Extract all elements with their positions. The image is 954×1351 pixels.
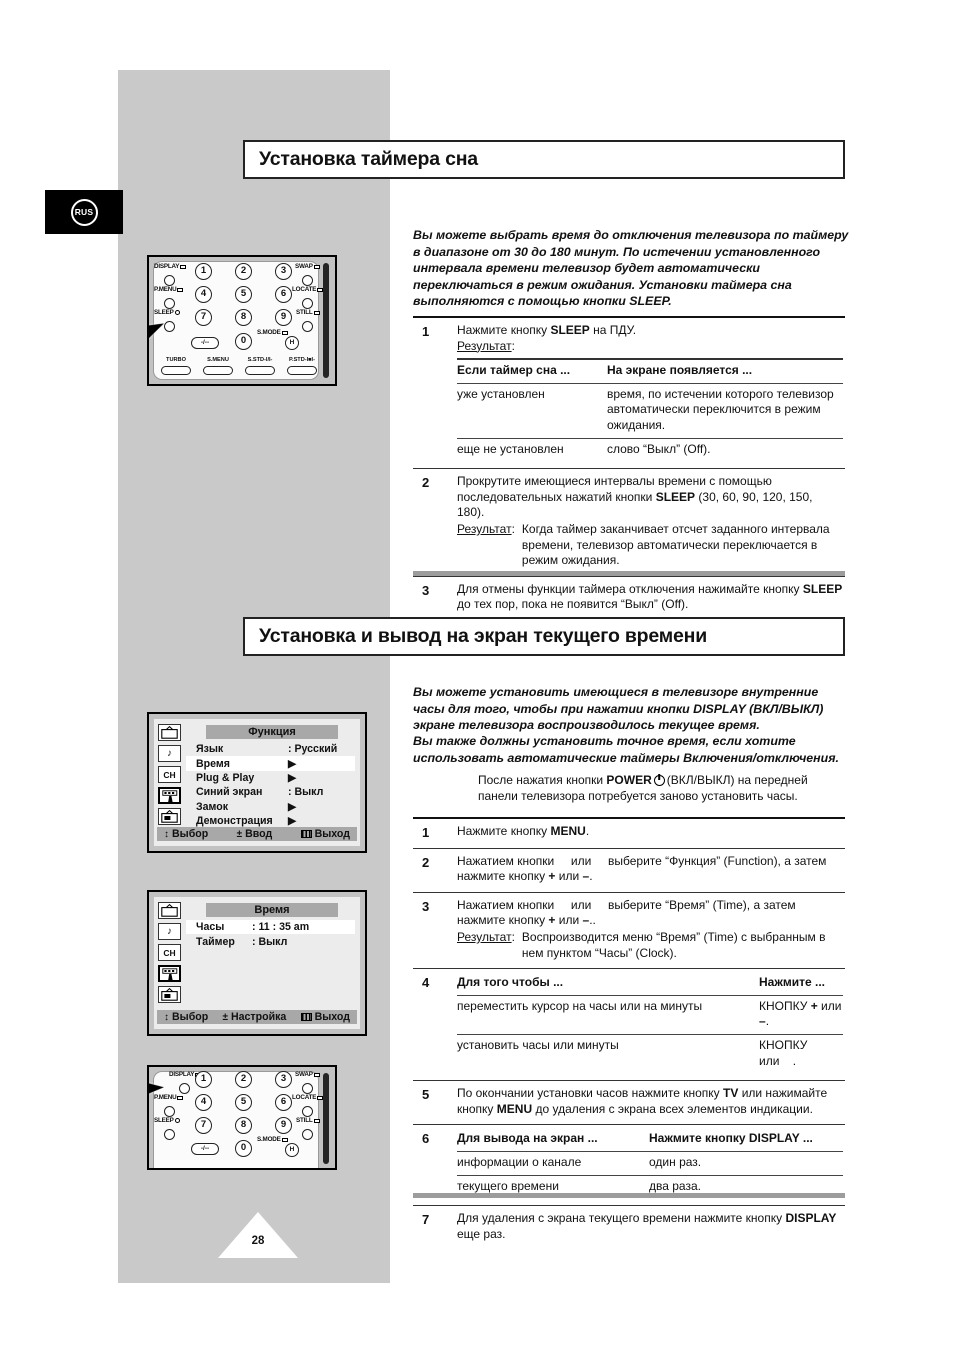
digit-7-button: 7 (195, 1117, 212, 1134)
step-text: Для отмены функции таймера отключения нажимайте кнопку SLEEP до тех пор, пока не появится “Выкл” (Off). (457, 581, 843, 612)
remote-illustration-display (147, 1065, 337, 1170)
function-icon (158, 965, 181, 982)
locate-icon (317, 288, 323, 292)
step-text: Прокрутите имеющиеся интервалы времени с помощью последовательных нажатий кнопки SLEEP (30, 60, 90, 120, 150, 180). (457, 474, 813, 520)
result-text: Воспроизводится меню “Время” (Time) с выбранным в нем пунктом “Часы” (Clock). (521, 929, 826, 960)
power-note: После нажатия кнопки POWER (ВКЛ/ВЫКЛ) на передней панели телевизора потребуется заново установить часы. (478, 773, 808, 803)
sleep-button (164, 1129, 175, 1140)
osd-footer: ↕ Выбор ± Настройка Выход (157, 1010, 357, 1024)
step-2 (413, 468, 845, 576)
result-label: Результат: (457, 338, 515, 353)
step-text: Нажатием кнопки или выберите “Время” (Time), а затем нажмите кнопку + или –.. (457, 897, 796, 928)
mono-button: H (285, 336, 299, 350)
digit-1-button: 1 (195, 263, 212, 280)
section1-end-rule (413, 571, 845, 576)
step-5 (413, 1080, 845, 1124)
step-text: Нажмите кнопку MENU. (457, 824, 590, 838)
menu-item-demo: Демонстрация ▶ (196, 815, 297, 828)
section1-intro: Вы можете выбрать время до отключения телевизора по таймеру в диапазоне от 30 до 180 минут. По истечении установленного интервала времени телевизор будет автоматически переключаться в режим ожидания. Установки таймера сна выполняются с помощью кнопки SLEEP. (413, 228, 849, 308)
swap-label: SWAP (295, 263, 320, 270)
pstd-label: P.STD-I■I- (289, 357, 315, 363)
step-1 (413, 819, 845, 848)
menu-item-plugplay: Plug & Play ▶ (196, 771, 297, 784)
digit-8-button: 8 (235, 1117, 252, 1134)
remote-illustration-sleep (147, 255, 337, 386)
remote-edge (323, 263, 329, 378)
osd-title: Время (206, 903, 338, 917)
step-number: 2 (422, 854, 430, 870)
tv2-icon (158, 986, 181, 1003)
smode-label: S.MODE (257, 329, 288, 336)
smenu-label: S.MENU (207, 357, 229, 363)
menu-item-time: Время ▶ (186, 756, 355, 770)
turbo-button (161, 366, 191, 375)
sleep-label: SLEEP (154, 1117, 180, 1124)
display-table (457, 1130, 843, 1198)
sleep-label: SLEEP (154, 309, 180, 316)
menu-item-clock: Часы : 11 : 35 am (186, 920, 355, 934)
step-number: 4 (422, 975, 430, 991)
display-label: DISPLAY (154, 263, 186, 270)
still-icon (314, 311, 320, 315)
swap-button (302, 275, 313, 286)
step-3 (413, 576, 845, 620)
channel-icon: CH (158, 766, 181, 783)
step-number: 5 (422, 1087, 430, 1103)
tv-icon (158, 724, 181, 741)
channel-icon: CH (158, 944, 181, 961)
table-row: переместить курсор на часы или на минуты КНОПКУ + или –. (457, 995, 843, 1034)
section2-intro-1: Вы можете установить имеющиеся в телевизоре внутренние часы для того, чтобы при нажатии кнопки DISPLAY (ВКЛ/ВЫКЛ) экране телевизора воспроизводилось текущее время. (413, 685, 824, 732)
pmenu-label: P.MENU (154, 1094, 183, 1101)
step-7 (413, 1205, 845, 1249)
turbo-label: TURBO (166, 357, 186, 363)
swap-button (302, 1083, 313, 1094)
digit-6-button: 6 (275, 1094, 292, 1111)
pstd-button (287, 366, 317, 375)
section2-title: Установка и вывод на экран текущего времени (259, 625, 708, 647)
section2-steps (413, 817, 845, 1249)
remote-edge (323, 1073, 329, 1164)
sstd-button (245, 366, 275, 375)
table-row: информации о канале один раз. (457, 1151, 843, 1175)
pointer-arrow (147, 1080, 164, 1095)
step-text: Для удаления с экрана текущего времени нажмите кнопку DISPLAY еще раз. (457, 1211, 837, 1241)
locate-button (302, 1106, 313, 1117)
sstd-label: S.STD-I/I- (247, 357, 273, 363)
smode-icon (282, 1138, 288, 1142)
step-2 (413, 848, 845, 892)
digit-8-button: 8 (235, 309, 252, 326)
smode-icon (282, 331, 288, 335)
display-button (179, 1083, 190, 1094)
tv2-icon (158, 808, 181, 825)
exit-menu-icon (301, 1013, 312, 1021)
plusminus-icon: ± (222, 1011, 228, 1023)
pmenu-button (164, 1106, 175, 1117)
still-button (302, 1129, 313, 1140)
step-number: 7 (422, 1212, 430, 1228)
dash-button: -/-- (191, 337, 219, 349)
table-row: текущего времени два раза. (457, 1175, 843, 1199)
digit-2-button: 2 (235, 263, 252, 280)
step-4 (413, 968, 845, 1080)
swap-icon (314, 265, 320, 269)
digit-1-button: 1 (195, 1071, 212, 1088)
clock-set-table (457, 974, 843, 1073)
step-number: 1 (422, 825, 430, 840)
table-header-row: Если таймер сна ... На экране появляется ... (457, 363, 753, 378)
digit-0-button: 0 (235, 333, 252, 350)
digit-2-button: 2 (235, 1071, 252, 1088)
step-number: 3 (422, 582, 430, 598)
dash-button: -/-- (191, 1143, 219, 1155)
locate-label: LOCATE (292, 1094, 323, 1101)
digit-6-button: 6 (275, 286, 292, 303)
step-text: Нажатием кнопки или выберите “Функция” (Function), а затем нажмите кнопку + или –. (457, 853, 827, 884)
exit-menu-icon (301, 830, 312, 838)
menu-item-language: Язык : Русский (196, 743, 338, 756)
step-number: 3 (422, 898, 430, 914)
page-number: 28 (251, 1235, 265, 1247)
pmenu-icon (177, 1096, 183, 1100)
section1-title-box (243, 140, 845, 179)
section2-title-box (243, 617, 845, 656)
table-row: установить часы или минуты КНОПКУ или . (457, 1034, 843, 1073)
digit-0-button: 0 (235, 1140, 252, 1157)
smode-label: S.MODE (257, 1136, 288, 1143)
display-button (164, 275, 175, 286)
step-text: Нажмите кнопку SLEEP на ПДУ. (457, 323, 637, 337)
result-label: Результат: (457, 521, 515, 536)
display-icon (180, 265, 186, 269)
smenu-button (203, 366, 233, 375)
select-arrows-icon: ↕ (164, 1011, 169, 1023)
table-header-row: Для вывода на экран ... Нажмите кнопку DISPLAY ... (457, 1131, 813, 1146)
section2-end-rule (413, 1193, 845, 1198)
tv-icon (158, 902, 181, 919)
osd-footer: ↕ Выбор ± Ввод Выход (157, 827, 357, 841)
rus-label: RUS (71, 199, 98, 226)
step-number: 1 (422, 324, 430, 339)
locate-icon (317, 1096, 323, 1100)
step-number: 6 (422, 1131, 430, 1147)
digit-3-button: 3 (275, 263, 292, 280)
result-text: Когда таймер заканчивает отсчет заданного интервала времени, телевизор автоматически переключается в режим ожидания. (521, 521, 830, 568)
pmenu-label: P.MENU (154, 286, 183, 293)
menu-item-bluescreen: Синий экран : Выкл (196, 786, 324, 799)
digit-4-button: 4 (195, 1094, 212, 1111)
digit-7-button: 7 (195, 309, 212, 326)
osd-icon-strip (158, 902, 184, 1007)
music-icon: ♪ (158, 923, 181, 940)
osd-time-menu (147, 890, 367, 1036)
digit-5-button: 5 (235, 1094, 252, 1111)
table-row: уже установлен время, по истечении которого телевизор автоматически переключится в режим ожидания. (457, 383, 843, 438)
still-label: STILL (296, 309, 320, 316)
swap-icon (314, 1073, 320, 1077)
still-button (302, 321, 313, 332)
result-label: Результат: (457, 929, 515, 944)
language-badge (45, 190, 123, 234)
step-text: По окончании установки часов нажмите кнопку TV или нажимайте кнопку MENU до удаления с экрана всех элементов индикации. (457, 1086, 828, 1116)
digit-9-button: 9 (275, 309, 292, 326)
digit-9-button: 9 (275, 1117, 292, 1134)
section1-title: Установка таймера сна (259, 148, 478, 170)
digit-5-button: 5 (235, 286, 252, 303)
power-icon (654, 775, 665, 786)
still-label: STILL (296, 1117, 320, 1124)
swap-label: SWAP (295, 1071, 320, 1078)
step-number: 2 (422, 475, 430, 491)
osd-title: Функция (206, 725, 338, 739)
step-3 (413, 892, 845, 968)
locate-label: LOCATE (292, 286, 323, 293)
section2-intro-2: Вы также должны установить точное время, если хотите использовать автоматические таймеры Включения/отключения. (413, 734, 839, 765)
osd-function-menu (147, 712, 367, 853)
table-row: еще не установлен слово “Выкл” (Off). (457, 438, 843, 462)
music-icon: ♪ (158, 745, 181, 762)
pmenu-icon (177, 288, 183, 292)
locate-button (302, 298, 313, 309)
still-icon (314, 1119, 320, 1123)
table-header-row: Для того чтобы ... Нажмите ... (457, 975, 825, 990)
select-arrows-icon: ↕ (164, 828, 169, 840)
mono-button: H (285, 1143, 299, 1157)
pmenu-button (164, 298, 175, 309)
digit-4-button: 4 (195, 286, 212, 303)
function-icon (158, 787, 181, 804)
sleep-icon (175, 1118, 180, 1123)
plusminus-icon: ± (236, 828, 243, 840)
display-label: DISPLAY (169, 1071, 201, 1078)
step-1 (413, 318, 845, 468)
sleep-icon (175, 310, 180, 315)
menu-item-lock: Замок ▶ (196, 800, 297, 813)
digit-3-button: 3 (275, 1071, 292, 1088)
osd-icon-strip (158, 724, 184, 829)
menu-item-timer: Таймер : Выкл (196, 935, 288, 948)
sleep-timer-table (457, 358, 843, 461)
